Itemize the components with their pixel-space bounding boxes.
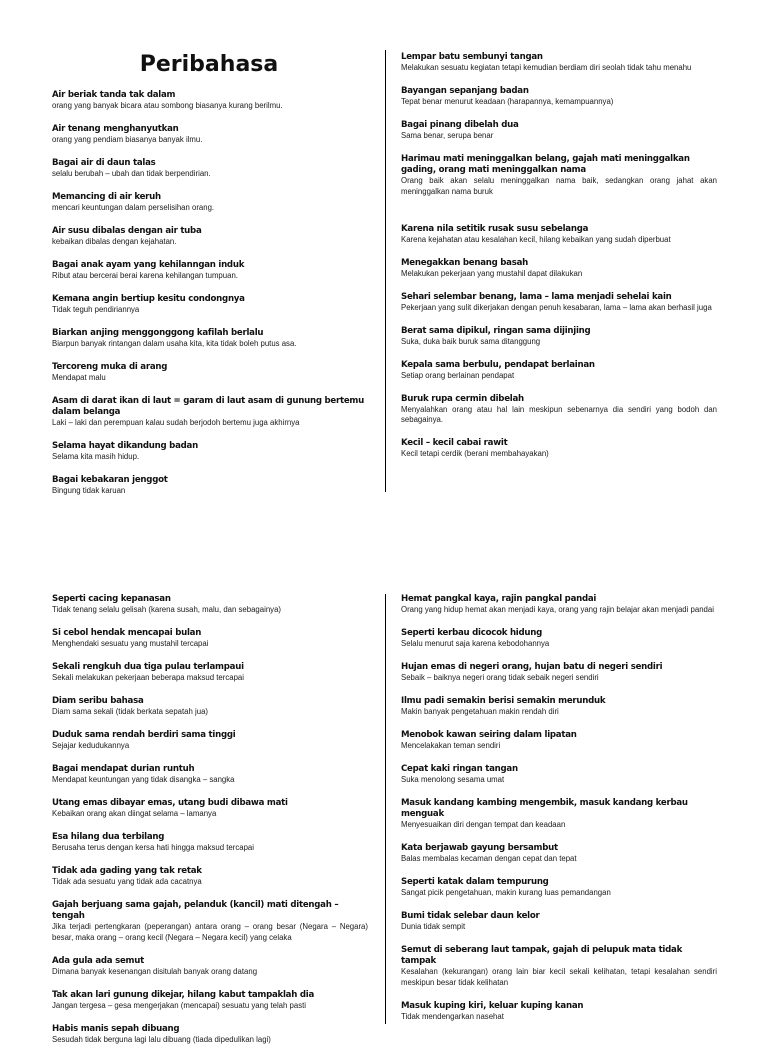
proverb-meaning: Menyalahkan orang atau hal lain meskipun sebenarnya dia sendiri yang bodoh dan sebagainya. <box>401 404 717 424</box>
proverb-text: Bagai air di daun talas <box>52 158 156 168</box>
proverb-entry <box>52 294 368 316</box>
proverb-meaning: Mendapat keuntungan yang tidak disangka – sangka <box>52 775 235 784</box>
proverb-text: Seperti kerbau dicocok hidung <box>401 628 543 638</box>
proverb-text: Semut di seberang laut tampak, gajah di pelupuk mata tidak tampak <box>401 945 683 966</box>
proverb-text: Air tenang menghanyutkan <box>52 124 179 134</box>
proverb-meaning: selalu berubah – ubah dan tidak berpendirian. <box>52 169 211 178</box>
proverb-text: Habis manis sepah dibuang <box>52 1023 180 1034</box>
proverb-meaning: Tidak mendengarkan nasehat <box>401 1011 504 1021</box>
proverb-meaning: Biarpun banyak rintangan dalam usaha kita, kita tidak boleh putus asa. <box>52 339 297 348</box>
proverb-text: Tercoreng muka di arang <box>52 362 168 372</box>
proverb-text: Esa hilang dua terbilang <box>52 832 165 842</box>
proverb-meaning: Sesudah tidak berguna lagi lalu dibuang (tiada dipedulikan lagi) <box>52 1034 271 1044</box>
proverb-entry <box>401 843 717 865</box>
proverb-meaning: Tidak ada sesuatu yang tidak ada cacatnya <box>52 877 202 886</box>
proverb-meaning: Tepat benar menurut keadaan (harapannya, kemampuannya) <box>401 97 614 106</box>
proverb-entry <box>52 158 368 180</box>
proverb-entry <box>52 900 368 943</box>
proverb-entry <box>52 832 368 854</box>
proverb-text: Kecil – kecil cabai rawit <box>401 438 508 448</box>
proverb-meaning: Suka, duka baik buruk sama ditanggung <box>401 336 541 346</box>
proverb-entry <box>52 260 368 282</box>
proverb-entry <box>401 52 717 74</box>
proverb-entry <box>401 394 717 426</box>
proverb-meaning: Sebaik – baiknya negeri orang tidak sebaik negeri sendiri <box>401 673 599 682</box>
proverb-meaning: Diam sama sekali (tidak berkata sepatah jua) <box>52 707 209 716</box>
proverb-entry <box>401 662 717 684</box>
proverb-meaning: Suka menolong sesama umat <box>401 775 505 784</box>
proverb-text: Seperti katak dalam tempurung <box>401 877 549 887</box>
proverb-text: Utang emas dibayar emas, utang budi dibawa mati <box>52 798 288 808</box>
proverb-text: Harimau mati meninggalkan belang, gajah mati meninggalkan gading, orang mati meninggalkan nama <box>401 154 690 175</box>
column-divider <box>385 50 386 492</box>
proverb-entry <box>401 292 717 314</box>
proverb-entry <box>52 90 368 112</box>
proverb-entry <box>401 798 717 831</box>
proverb-meaning: Ribut atau bercerai berai karena kehilangan tumpuan. <box>52 271 238 280</box>
proverb-text: Sekali rengkuh dua tiga pulau terlampaui <box>52 662 244 672</box>
proverb-text: Berat sama dipikul, ringan sama dijinjing <box>401 325 591 336</box>
proverb-text: Air beriak tanda tak dalam <box>52 90 176 100</box>
proverb-entry <box>401 86 717 108</box>
page2-right-column <box>401 594 717 1035</box>
proverb-text: Cepat kaki ringan tangan <box>401 764 518 774</box>
proverb-meaning: mencari keuntungan dalam perselisihan orang. <box>52 203 215 212</box>
proverb-meaning: orang yang pendiam biasanya banyak ilmu. <box>52 135 203 144</box>
proverb-meaning: Kesalahan (kekurangan) orang lain biar kecil sekali kelihatan, tetapi kesalahan sendiri meskipun besar tidak kelihatan <box>401 967 717 987</box>
proverb-entry <box>401 764 717 786</box>
proverb-text: Diam seribu bahasa <box>52 696 144 706</box>
proverb-entry <box>401 1001 717 1023</box>
proverb-text: Masuk kuping kiri, keluar kuping kanan <box>401 1000 584 1011</box>
proverb-text: Ada gula ada semut <box>52 955 144 966</box>
proverb-text: Air susu dibalas dengan air tuba <box>52 226 202 236</box>
proverb-entry <box>52 226 368 248</box>
proverb-entry <box>52 124 368 146</box>
proverb-text: Kepala sama berbulu, pendapat berlainan <box>401 359 595 370</box>
proverb-text: Seperti cacing kepanasan <box>52 594 171 604</box>
proverb-meaning: Mendapat malu <box>52 373 106 382</box>
proverb-entry <box>52 441 368 463</box>
proverb-text: Sehari selembar benang, lama – lama menjadi sehelai kain <box>401 291 672 302</box>
proverb-entry <box>52 866 368 888</box>
proverb-text: Lempar batu sembunyi tangan <box>401 52 543 62</box>
proverb-meaning: orang yang banyak bicara atau sombong biasanya kurang berilmu. <box>52 101 283 110</box>
proverb-entry <box>401 877 717 899</box>
page2-left-column <box>52 594 368 1058</box>
proverb-text: Menobok kawan seiring dalam lipatan <box>401 730 577 740</box>
proverb-entry <box>52 764 368 786</box>
proverb-meaning: Sangat picik pengetahuan, makin kurang luas pemandangan <box>401 888 611 897</box>
proverb-meaning: Makin banyak pengetahuan makin rendah diri <box>401 707 559 716</box>
proverb-entry <box>401 154 717 197</box>
proverb-text: Masuk kandang kambing mengembik, masuk kandang kerbau menguak <box>401 798 688 819</box>
proverb-entry <box>401 360 717 382</box>
proverb-text: Bumi tidak selebar daun kelor <box>401 911 540 921</box>
proverb-entry <box>401 120 717 142</box>
proverb-meaning: Jika terjadi pertengkaran (peperangan) antara orang – orang besar (Negara – Negara) besar, maka orang – orang kecil (Negara – Negara kecil) yang celaka <box>52 922 368 942</box>
proverb-entry <box>401 438 717 460</box>
proverb-text: Selama hayat dikandung badan <box>52 441 198 451</box>
proverb-meaning: Balas membalas kecaman dengan cepat dan tepat <box>401 854 577 863</box>
proverb-text: Si cebol hendak mencapai bulan <box>52 628 202 638</box>
proverb-text: Gajah berjuang sama gajah, pelanduk (kancil) mati ditengah – tengah <box>52 900 339 921</box>
proverb-entry <box>401 945 717 988</box>
proverb-meaning: Setiap orang berlainan pendapat <box>401 370 515 380</box>
proverb-entry <box>401 696 717 718</box>
proverb-meaning: Sama benar, serupa benar <box>401 131 494 140</box>
proverb-entry <box>52 956 368 978</box>
proverb-meaning: kebaikan dibalas dengan kejahatan. <box>52 237 177 246</box>
proverb-meaning: Selama kita masih hidup. <box>52 452 140 461</box>
proverb-text: Hujan emas di negeri orang, hujan batu di negeri sendiri <box>401 662 663 672</box>
proverb-entry <box>401 628 717 650</box>
column-divider <box>385 594 386 1024</box>
proverb-entry <box>52 396 368 429</box>
proverb-entry <box>401 730 717 752</box>
proverb-text: Kemana angin bertiup kesitu condongnya <box>52 294 245 304</box>
proverb-text: Buruk rupa cermin dibelah <box>401 393 524 404</box>
proverb-text: Tidak ada gading yang tak retak <box>52 866 202 876</box>
proverb-text: Memancing di air keruh <box>52 192 161 202</box>
proverb-meaning: Kecil tetapi cerdik (berani membahayakan) <box>401 449 549 458</box>
proverb-text: Bagai pinang dibelah dua <box>401 120 519 130</box>
proverb-meaning: Karena kejahatan atau kesalahan kecil, hilang kebaikan yang sudah diperbuat <box>401 234 671 244</box>
proverb-entry <box>401 326 717 348</box>
proverb-meaning: Dunia tidak sempit <box>401 922 466 931</box>
proverb-entry <box>52 328 368 350</box>
proverb-entry <box>52 475 368 497</box>
proverb-meaning: Bingung tidak karuan <box>52 486 126 495</box>
proverb-entry <box>52 192 368 214</box>
proverb-text: Menegakkan benang basah <box>401 257 529 268</box>
proverb-text: Tak akan lari gunung dikejar, hilang kabut tampaklah dia <box>52 989 314 1000</box>
proverb-meaning: Melakukan sesuatu kegiatan tetapi kemudian berdiam diri seolah tidak tahu menahu <box>401 63 692 72</box>
page1-right-column <box>401 52 717 472</box>
proverb-entry <box>52 362 368 384</box>
proverb-meaning: Jangan tergesa – gesa mengerjakan (mencapai) sesuatu yang telah pasti <box>52 1000 306 1010</box>
proverb-meaning: Berusaha terus dengan kersa hati hingga maksud tercapai <box>52 843 254 852</box>
proverb-entry <box>401 258 717 280</box>
proverb-text: Asam di darat ikan di laut = garam di laut asam di gunung bertemu dalam belanga <box>52 396 364 417</box>
proverb-entry <box>52 798 368 820</box>
proverb-text: Bagai mendapat durian runtuh <box>52 764 195 774</box>
proverb-meaning: Orang yang hidup hemat akan menjadi kaya, orang yang rajin belajar akan menjadi pandai <box>401 605 714 614</box>
proverb-text: Hemat pangkal kaya, rajin pangkal pandai <box>401 594 597 604</box>
proverb-entry <box>52 662 368 684</box>
proverb-entry <box>401 594 717 616</box>
proverb-meaning: Mencelakakan teman sendiri <box>401 741 501 750</box>
proverb-entry <box>52 990 368 1012</box>
proverb-text: Kata berjawab gayung bersambut <box>401 843 558 853</box>
page1-left-column <box>52 90 368 509</box>
page-title: Peribahasa <box>139 52 279 77</box>
proverb-meaning: Dimana banyak kesenangan disitulah banyak orang datang <box>52 966 258 976</box>
proverb-text: Biarkan anjing menggonggong kafilah berlalu <box>52 328 264 338</box>
proverb-entry <box>52 594 368 616</box>
proverb-meaning: Selalu menurut saja karena kebodohannya <box>401 639 550 648</box>
proverb-entry <box>52 730 368 752</box>
proverb-meaning: Menghendaki sesuatu yang mustahil tercapai <box>52 639 209 648</box>
proverb-text: Duduk sama rendah berdiri sama tinggi <box>52 730 236 740</box>
proverb-meaning: Kebaikan orang akan diingat selama – lamanya <box>52 809 217 818</box>
proverb-text: Bayangan sepanjang badan <box>401 86 529 96</box>
proverb-meaning: Melakukan pekerjaan yang mustahil dapat dilakukan <box>401 268 583 278</box>
proverb-entry <box>401 911 717 933</box>
proverb-entry <box>401 224 717 246</box>
proverb-entry <box>52 1024 368 1046</box>
proverb-text: Bagai kebakaran jenggot <box>52 475 168 485</box>
proverb-meaning: Orang baik akan selalu meninggalkan nama baik, sedangkan orang jahat akan meninggalkan nama buruk <box>401 176 717 196</box>
proverb-meaning: Menyesuaikan diri dengan tempat dan keadaan <box>401 820 566 829</box>
proverb-text: Karena nila setitik rusak susu sebelanga <box>401 223 589 234</box>
proverb-meaning: Pekerjaan yang sulit dikerjakan dengan penuh kesabaran, lama – lama akan berhasil juga <box>401 302 712 312</box>
proverb-text: Ilmu padi semakin berisi semakin merunduk <box>401 696 606 706</box>
proverb-meaning: Sekali melakukan pekerjaan beberapa maksud tercapai <box>52 673 245 682</box>
proverb-meaning: Sejajar kedudukannya <box>52 741 130 750</box>
proverb-entry <box>52 696 368 718</box>
proverb-meaning: Tidak tenang selalu gelisah (karena susah, malu, dan sebagainya) <box>52 605 281 614</box>
proverb-entry <box>52 628 368 650</box>
spacer <box>401 210 717 224</box>
proverb-text: Bagai anak ayam yang kehilanngan induk <box>52 260 245 270</box>
proverb-meaning: Laki – laki dan perempuan kalau sudah berjodoh bertemu juga akhirnya <box>52 418 300 427</box>
proverb-meaning: Tidak teguh pendiriannya <box>52 305 140 314</box>
